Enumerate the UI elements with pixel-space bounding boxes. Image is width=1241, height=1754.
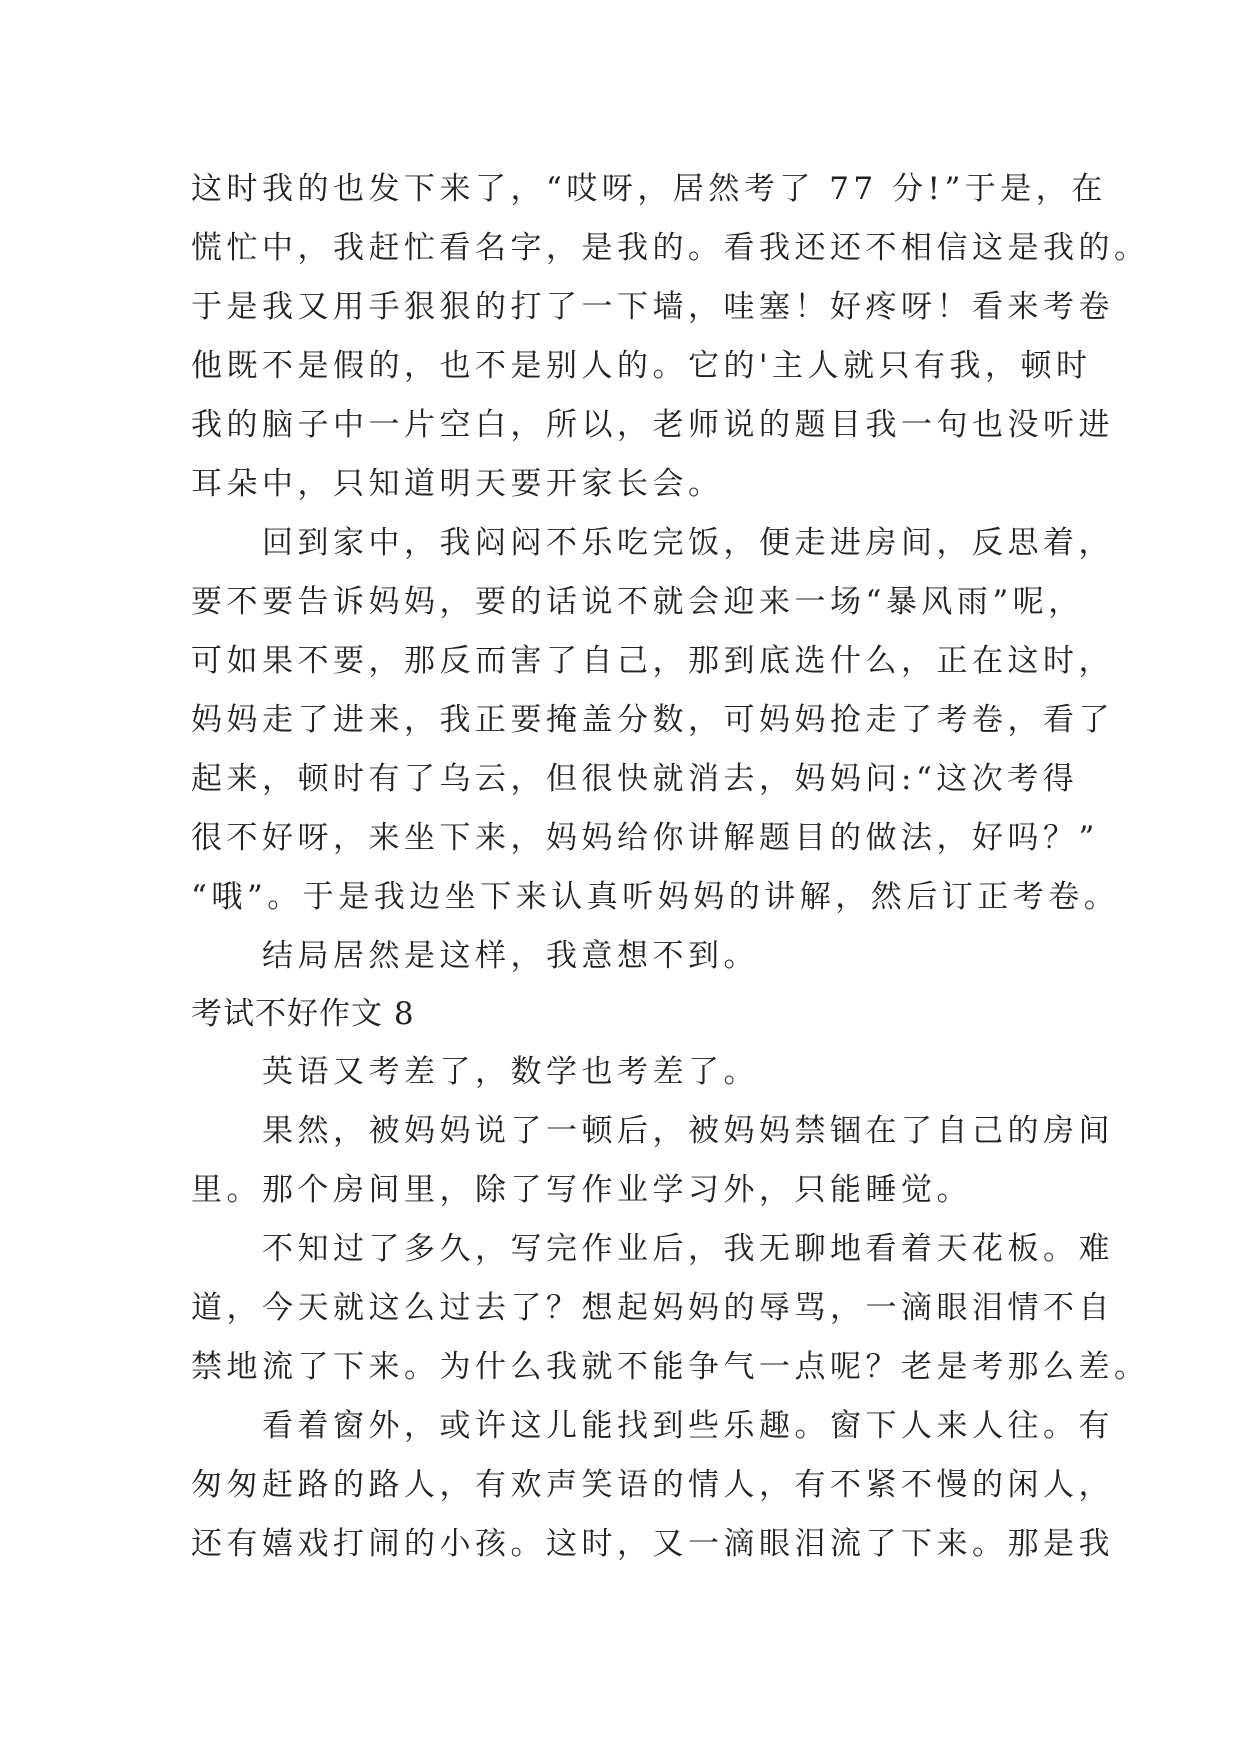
text-line: 还有嬉戏打闹的小孩。这时，又一滴眼泪流了下来。那是我 <box>191 1526 1114 1562</box>
text-line: 看着窗外，或许这儿能找到些乐趣。窗下人来人往。有 <box>191 1408 1114 1444</box>
text-line: 我的脑子中一片空白，所以，老师说的题目我一句也没听进 <box>191 407 1114 443</box>
text-line: 不知过了多久，写完作业后，我无聊地看着天花板。难 <box>191 1231 1114 1267</box>
text-line: 里。那个房间里，除了写作业学习外，只能睡觉。 <box>191 1172 972 1208</box>
text-line: 道，今天就这么过去了？想起妈妈的辱骂，一滴眼泪情不自 <box>191 1290 1114 1326</box>
text-line: 禁地流了下来。为什么我就不能争气一点呢？老是考那么差。 <box>191 1349 1150 1385</box>
text-line: 起来，顿时有了乌云，但很快就消去，妈妈问:“这次考得 <box>191 761 1079 797</box>
text-line: 他既不是假的，也不是别人的。它的'主人就只有我，顿时 <box>191 348 1092 384</box>
text-line: 妈妈走了进来，我正要掩盖分数，可妈妈抢走了考卷，看了 <box>191 702 1114 738</box>
document-body <box>191 160 1150 1574</box>
text-line: 回到家中，我闷闷不乐吃完饭，便走进房间，反思着， <box>191 525 1114 561</box>
text-line: 匆匆赶路的路人，有欢声笑语的情人，有不紧不慢的闲人， <box>191 1467 1114 1503</box>
text-line: 耳朵中，只知道明天要开家长会。 <box>191 466 724 502</box>
text-line: 果然，被妈妈说了一顿后，被妈妈禁锢在了自己的房间 <box>191 1113 1114 1149</box>
text-line: 这时我的也发下来了，“哎呀，居然考了 77 分!”于是，在 <box>191 171 1107 207</box>
text-line: 很不好呀，来坐下来，妈妈给你讲解题目的做法，好吗？” <box>191 820 1099 856</box>
text-line: 英语又考差了，数学也考差了。 <box>191 1054 759 1090</box>
text-line: 于是我又用手狠狠的打了一下墙，哇塞！好疼呀！看来考卷 <box>191 289 1114 325</box>
text-line: 要不要告诉妈妈，要的话说不就会迎来一场“暴风雨”呢， <box>191 584 1084 620</box>
text-line: 可如果不要，那反而害了自己，那到底选什么，正在这时， <box>191 643 1114 679</box>
text-line: “哦”。于是我边坐下来认真听妈妈的讲解，然后订正考卷。 <box>191 879 1120 915</box>
text-line: 结局居然是这样，我意想不到。 <box>191 938 759 974</box>
essay-heading: 考试不好作文 8 <box>191 996 415 1032</box>
text-line: 慌忙中，我赶忙看名字，是我的。看我还还不相信这是我的。 <box>191 230 1150 266</box>
